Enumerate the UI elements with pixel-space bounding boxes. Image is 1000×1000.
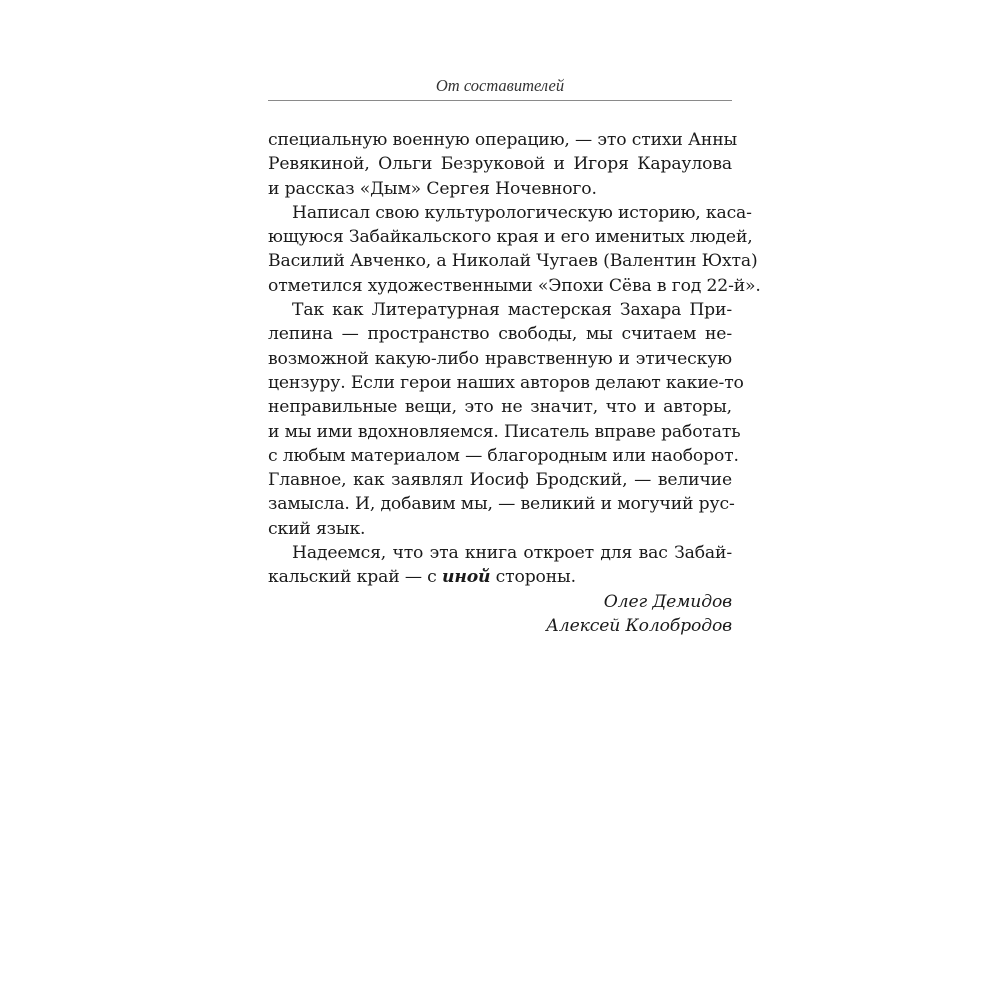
- text-line: с любым материалом — благородным или наоборот.: [268, 445, 739, 466]
- emphasis-word: иной: [441, 567, 491, 588]
- text-line: ский язык.: [268, 518, 366, 539]
- text-line: Надеемся, что эта книга откроет для вас Забай-: [292, 543, 732, 564]
- text-line: Главное, как заявлял Иосиф Бродский, — величие: [268, 470, 732, 491]
- text-line: и мы ими вдохновляемся. Писатель вправе работать: [268, 421, 741, 442]
- signature-author: Алексей Колобродов: [545, 615, 732, 636]
- text-line: неправильные вещи, это не значит, что и авторы,: [268, 397, 732, 418]
- text-line: цензуру. Если герои наших авторов делают какие-то: [268, 372, 744, 393]
- text-line: отметился художественными «Эпохи Сёва в год 22-й».: [268, 275, 761, 296]
- text-line: Василий Авченко, а Николай Чугаев (Валентин Юхта): [268, 251, 758, 272]
- text-line: Так как Литературная мастерская Захара При-: [292, 300, 732, 321]
- text-line: возможной какую-либо нравственную и этическую: [268, 348, 732, 369]
- text-line: и рассказ «Дым» Сергея Ночевного.: [268, 178, 597, 199]
- text-line: замысла. И, добавим мы, — великий и могучий рус-: [268, 494, 735, 515]
- text-fragment: кальский край — с: [268, 567, 442, 588]
- header-divider: [268, 100, 732, 101]
- text-line: ющуюся Забайкальского края и его именитых людей,: [268, 227, 753, 248]
- body-text: [268, 128, 761, 638]
- text-fragment: стороны.: [490, 567, 576, 588]
- text-line: специальную военную операцию, — это стихи Анны: [268, 130, 738, 150]
- text-line: Написал свою культурологическую историю, каса-: [292, 202, 752, 223]
- text-line-emphasis: [268, 565, 732, 589]
- text-line: лепина — пространство свободы, мы считаем не-: [268, 324, 732, 345]
- page-header-title: От составителей: [435, 76, 565, 95]
- signature-author: Олег Демидов: [603, 591, 732, 612]
- text-line: Ревякиной, Ольги Безруковой и Игоря Караулова: [268, 154, 732, 175]
